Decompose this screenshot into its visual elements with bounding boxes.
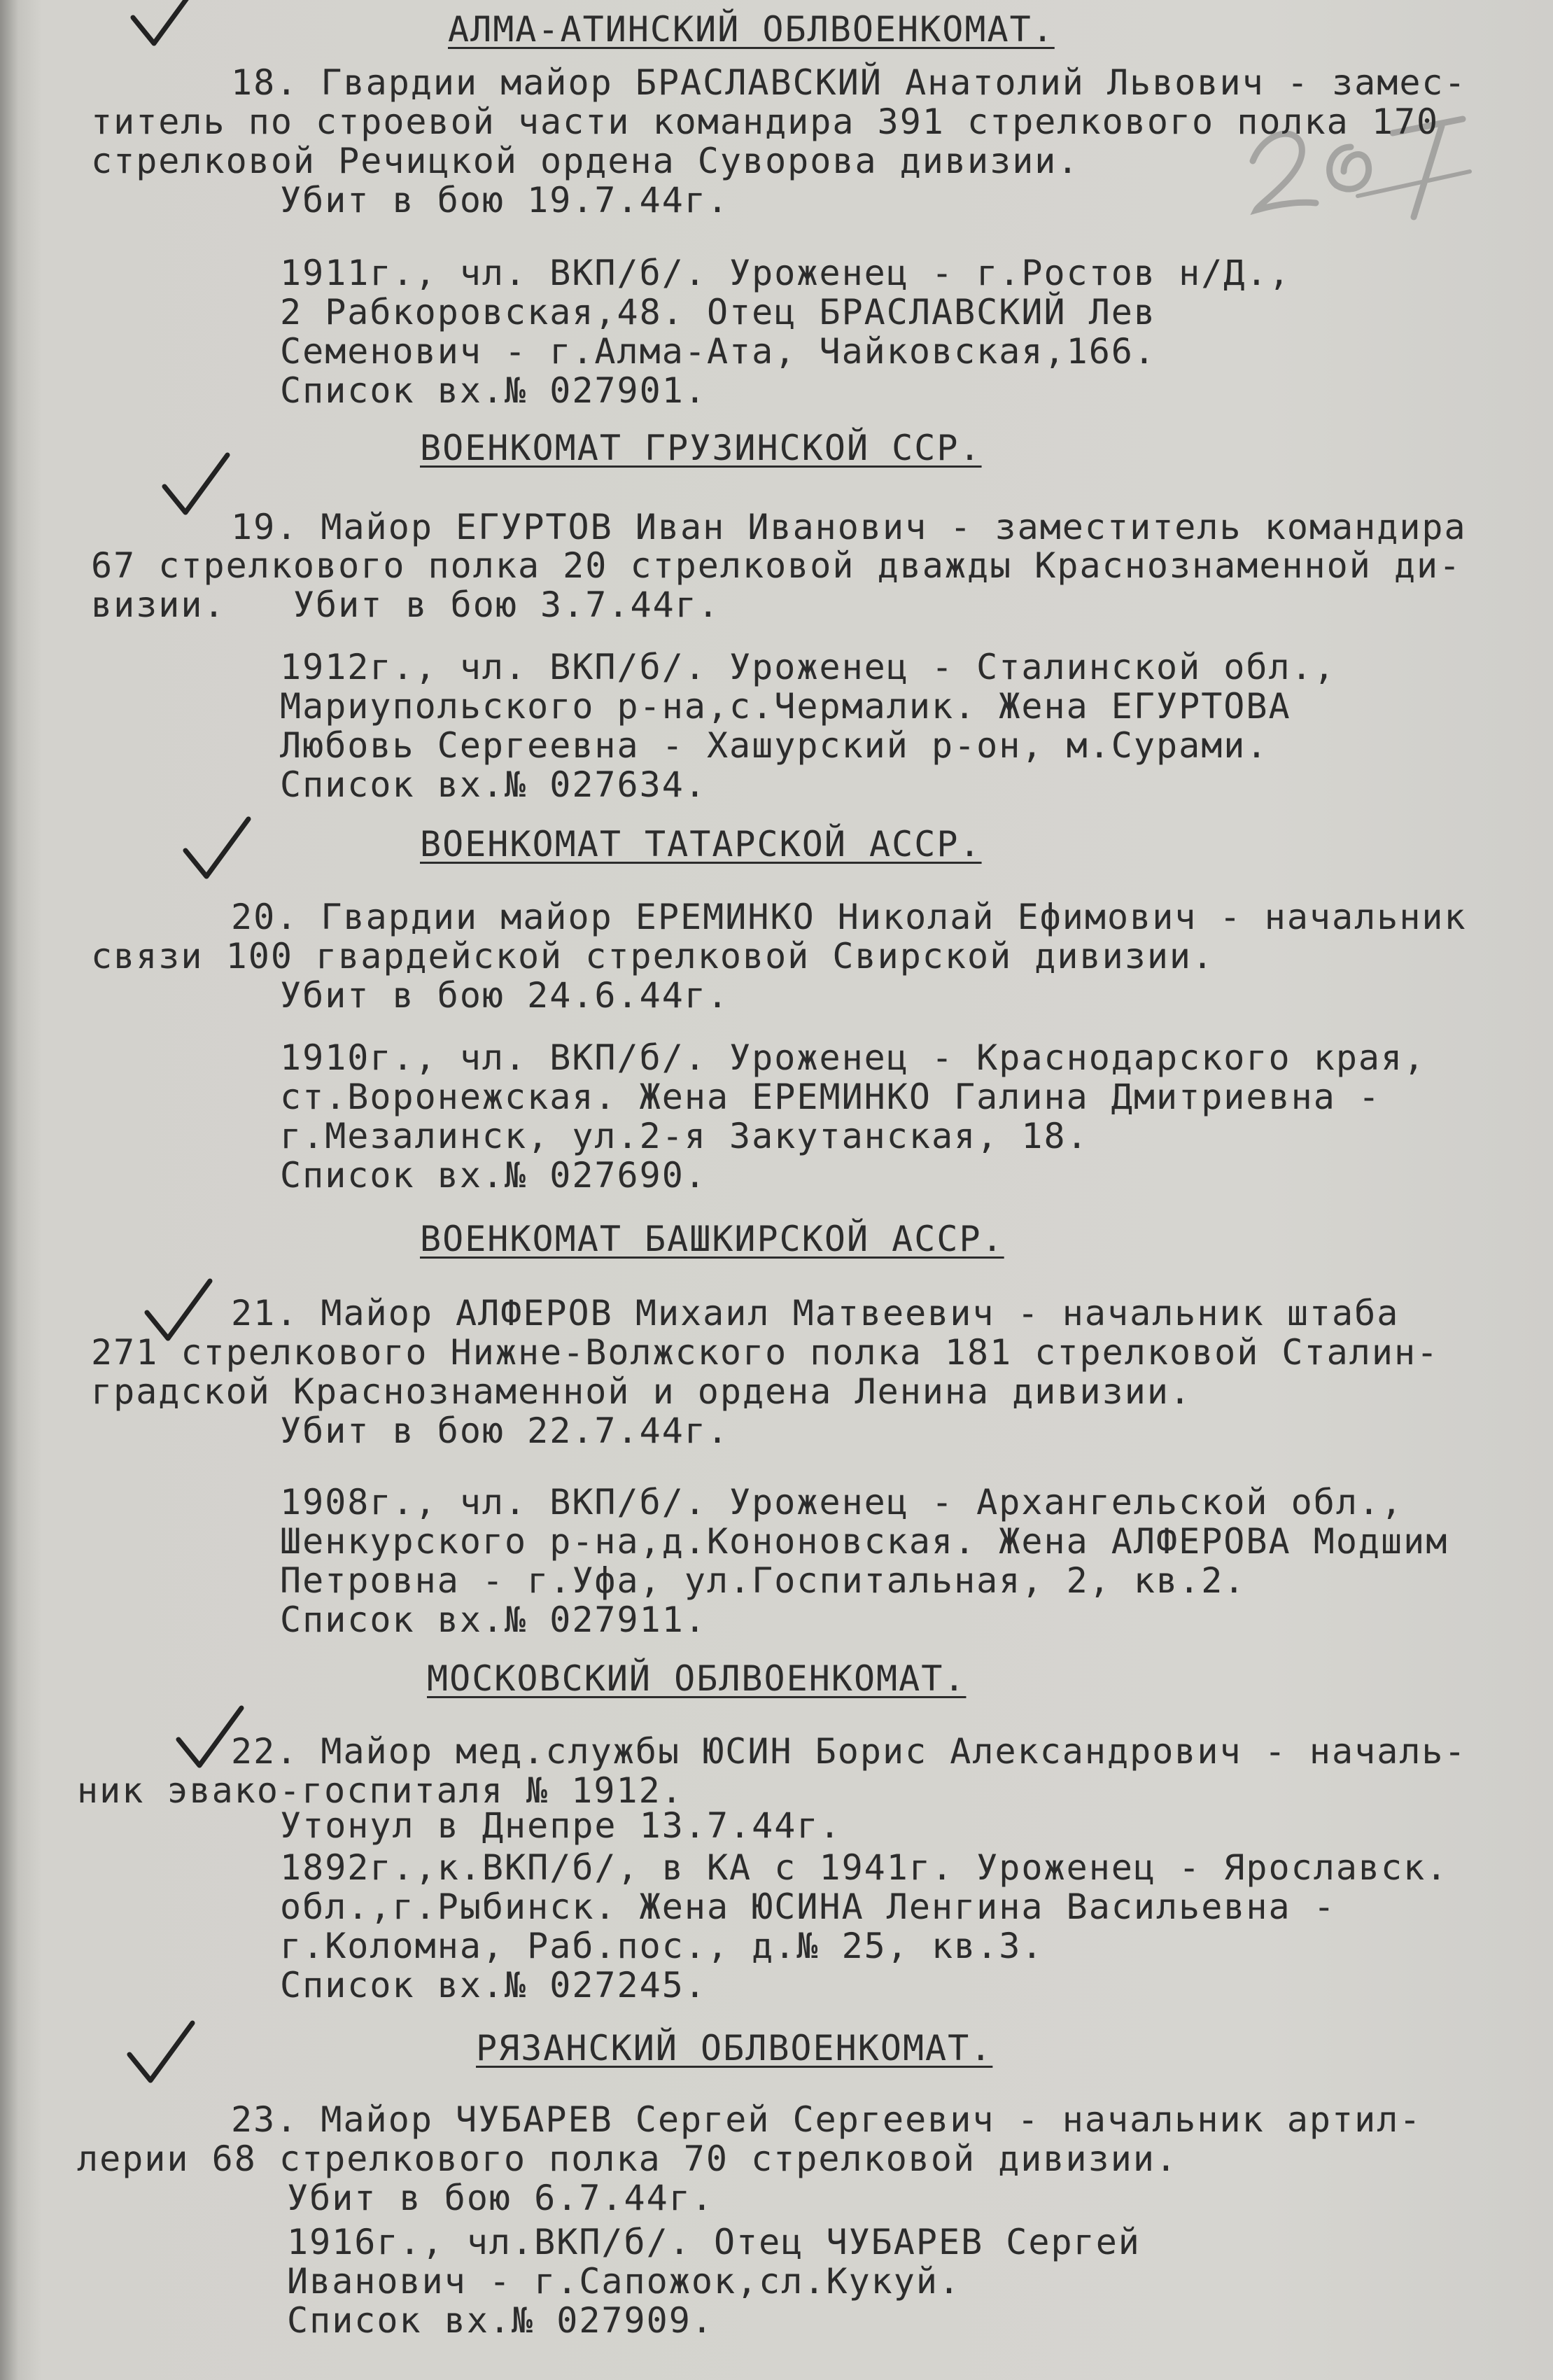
entry-text-line: 18. Гвардии майор БРАСЛАВСКИЙ Анатолий Львович - замес- [231,62,1467,103]
list-number-line: Список вх.№ 027901. [280,370,707,411]
check-mark-icon [157,448,234,525]
death-date-line: Убит в бою 24.6.44г. [280,975,730,1016]
section-heading: ВОЕНКОМАТ БАШКИРСКОЙ АССР. [420,1219,1004,1259]
section-heading: РЯЗАНСКИЙ ОБЛВОЕНКОМАТ. [476,2028,993,2068]
list-number-line: Список вх.№ 027245. [280,1965,707,2005]
entry-text-line: 19. Майор ЕГУРТОВ Иван Иванович - заместитель командира [231,507,1467,547]
death-date-line: Убит в бою 19.7.44г. [280,180,730,220]
check-mark-icon [178,812,255,889]
entry-detail-line: Семенович - г.Алма-Ата, Чайковская,166. [280,331,1156,372]
entry-detail-line: Любовь Сергеевна - Хашурский р-он, м.Сурами. [280,725,1269,766]
entry-text-line: стрелковой Речицкой ордена Суворова дивизии. [91,141,1080,181]
entry-text-line: визии. Убит в бою 3.7.44г. [91,584,720,625]
list-number-line: Список вх.№ 027634. [280,764,707,805]
entry-text-line: 67 стрелкового полка 20 стрелковой дважды Краснознаменной ди- [91,545,1462,586]
list-number-line: Список вх.№ 027909. [287,2300,714,2341]
check-mark-icon [126,0,203,56]
entry-text-line: градской Краснознаменной и ордена Ленина дивизии. [91,1371,1193,1412]
entry-text-line: 20. Гвардии майор ЕРЕМИНКО Николай Ефимович - начальник [231,897,1467,937]
entry-text-line: лерии 68 стрелкового полка 70 стрелковой дивизии. [77,2138,1179,2179]
entry-text-line: 22. Майор мед.службы ЮСИН Борис Александрович - началь- [231,1731,1467,1772]
entry-text-line: 271 стрелкового Нижне-Волжского полка 181 стрелковой Сталин- [91,1332,1440,1373]
entry-text-line: 21. Майор АЛФЕРОВ Михаил Матвеевич - начальник штаба [231,1293,1400,1334]
list-number-line: Список вх.№ 027690. [280,1155,707,1196]
entry-detail-line: 2 Рабкоровская,48. Отец БРАСЛАВСКИЙ Лев [280,292,1156,332]
section-heading: АЛМА-АТИНСКИЙ ОБЛВОЕНКОМАТ. [448,9,1055,50]
entry-detail-line: 1912г., чл. ВКП/б/. Уроженец - Сталинской обл., [280,647,1336,687]
entry-detail-line: 1911г., чл. ВКП/б/. Уроженец - г.Ростов н/Д., [280,253,1291,293]
check-mark-icon [122,2016,199,2093]
section-heading: МОСКОВСКИЙ ОБЛВОЕНКОМАТ. [427,1658,967,1699]
entry-detail-line: Иванович - г.Сапожок,сл.Кукуй. [287,2261,962,2302]
entry-detail-line: 1892г.,к.ВКП/б/, в КА с 1941г. Уроженец - Ярославск. [280,1847,1449,1888]
entry-detail-line: 1916г., чл.ВКП/б/. Отец ЧУБАРЕВ Сергей [287,2222,1141,2262]
entry-detail-line: 1908г., чл. ВКП/б/. Уроженец - Архангельской обл., [280,1482,1404,1522]
death-date-line: Убит в бою 22.7.44г. [280,1410,730,1451]
entry-text-line: связи 100 гвардейской стрелковой Свирской дивизии. [91,936,1215,976]
entry-text-line: 23. Майор ЧУБАРЕВ Сергей Сергеевич - начальник артил- [231,2099,1422,2140]
section-heading: ВОЕНКОМАТ ТАТАРСКОЙ АССР. [420,824,982,864]
entry-detail-line: Петровна - г.Уфа, ул.Госпитальная, 2, кв.2. [280,1560,1246,1601]
entry-detail-line: Мариупольского р-на,с.Чермалик. Жена ЕГУРТОВА [280,686,1291,727]
entry-text-line: ник эвако-госпиталя № 1912. [77,1770,684,1811]
entry-detail-line: г.Мезалинск, ул.2-я Закутанская, 18. [280,1116,1089,1156]
section-heading: ВОЕНКОМАТ ГРУЗИНСКОЙ ССР. [420,428,982,468]
list-number-line: Список вх.№ 027911. [280,1600,707,1640]
entry-detail-line: ст.Воронежская. Жена ЕРЕМИНКО Галина Дмитриевна - [280,1077,1382,1117]
entry-detail-line: г.Коломна, Раб.пос., д.№ 25, кв.3. [280,1926,1044,1966]
death-date-line: Утонул в Днепре 13.7.44г. [280,1805,842,1846]
entry-detail-line: обл.,г.Рыбинск. Жена ЮСИНА Ленгина Васильевна - [280,1886,1336,1927]
death-date-line: Убит в бою 6.7.44г. [287,2178,714,2218]
entry-detail-line: Шенкурского р-на,д.Кононовская. Жена АЛФЕРОВА Модшим [280,1521,1449,1562]
entry-detail-line: 1910г., чл. ВКП/б/. Уроженец - Краснодарского края, [280,1037,1426,1078]
entry-text-line: титель по строевой части командира 391 стрелкового полка 170 [91,102,1440,142]
